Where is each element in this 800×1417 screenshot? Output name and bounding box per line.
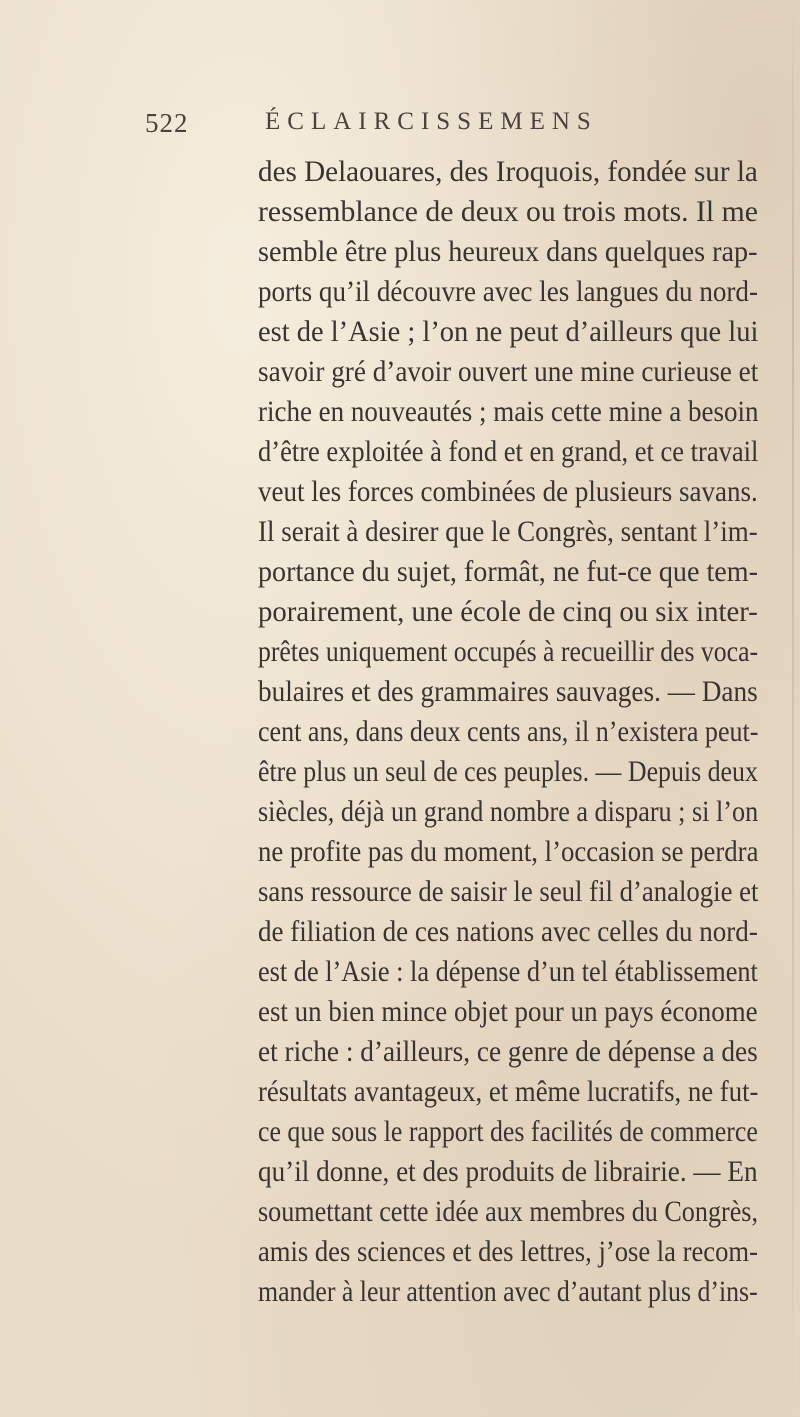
text-line: ressemblance de deux ou trois mots. Il me <box>258 195 758 228</box>
text-line: est un bien mince objet pour un pays économe <box>258 995 758 1028</box>
text-line: résultats avantageux, et même lucratifs, ne fut- <box>258 1075 759 1108</box>
text-line: soumettant cette idée aux membres du Congrès, <box>258 1195 759 1228</box>
text-line: de filiation de ces nations avec celles du nord- <box>258 915 758 948</box>
text-line: est de l’Asie : la dépense d’un tel établissement <box>258 955 758 988</box>
running-head <box>145 108 745 148</box>
text-line: qu’il donne, et des produits de librairie. — En <box>258 1155 758 1188</box>
text-line: savoir gré d’avoir ouvert une mine curieuse et <box>258 355 759 388</box>
text-line: et riche : d’ailleurs, ce genre de dépense a des <box>258 1035 758 1068</box>
text-line: ports qu’il découvre avec les langues du nord- <box>258 275 758 308</box>
text-line: riche en nouveautés ; mais cette mine a besoin <box>258 395 759 428</box>
body-text <box>0 152 800 1332</box>
text-line: Il serait à desirer que le Congrès, sentant l’im- <box>258 515 758 548</box>
running-title: ÉCLAIRCISSEMENS <box>265 108 598 135</box>
text-line: ce que sous le rapport des facilités de commerce <box>258 1115 758 1148</box>
text-line: veut les forces combinées de plusieurs savans. <box>258 475 758 508</box>
page-number: 522 <box>145 108 189 138</box>
text-line: cent ans, dans deux cents ans, il n’existera peut- <box>258 715 759 748</box>
text-line: amis des sciences et des lettres, j’ose la recom- <box>258 1235 758 1268</box>
text-line: d’être exploitée à fond et en grand, et ce travail <box>258 435 759 468</box>
text-line: portance du sujet, formât, ne fut-ce que tem- <box>258 555 758 588</box>
text-line: porairement, une école de cinq ou six inter- <box>258 595 758 628</box>
text-line: être plus un seul de ces peuples. — Depuis deux <box>258 755 758 788</box>
text-line: semble être plus heureux dans quelques rap- <box>258 235 758 268</box>
text-line: des Delaouares, des Iroquois, fondée sur la <box>258 155 758 188</box>
text-line: ne profite pas du moment, l’occasion se perdra <box>258 835 759 868</box>
text-line: mander à leur attention avec d’autant plus d’ins- <box>258 1275 758 1308</box>
text-line: est de l’Asie ; l’on ne peut d’ailleurs que lui <box>258 315 759 348</box>
text-line: sans ressource de saisir le seul fil d’analogie et <box>258 875 759 908</box>
text-line: bulaires et des grammaires sauvages. — Dans <box>258 675 758 708</box>
text-line: siècles, déjà un grand nombre a disparu ; si l’on <box>258 795 759 828</box>
text-line: prêtes uniquement occupés à recueillir des voca- <box>258 635 759 668</box>
